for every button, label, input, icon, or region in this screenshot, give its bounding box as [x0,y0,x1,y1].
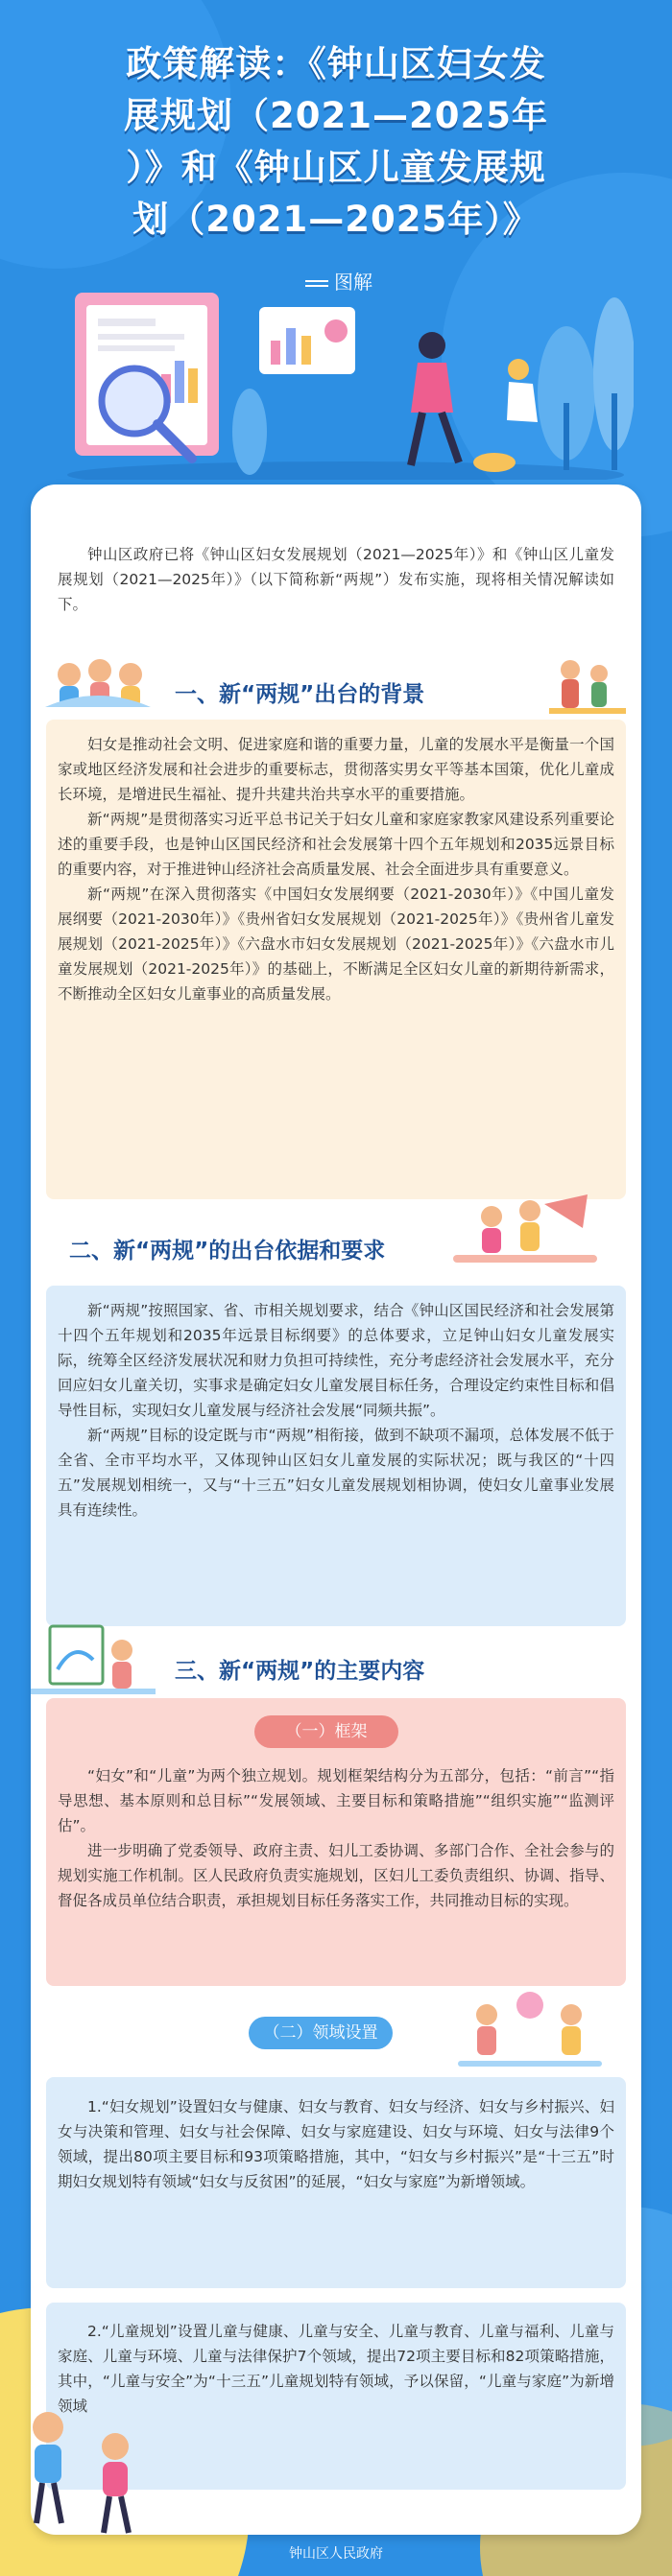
intro-paragraph [58,542,614,617]
women-domain-p: 1.“妇女规划”设置妇女与健康、妇女与教育、妇女与经济、妇女与乡村振兴、妇女与决策和管理、妇女与社会保障、妇女与家庭建设、妇女与环境、妇女与法律9个领域，提出80项主要目标和93项策略措施，其中，“妇女与乡村振兴”是“十三五”时期妇女规划特有领域“妇女与反贫困”的延展，“妇女与家庭”为新增领域。 [58,2098,614,2190]
section3-heading: 三、新“两规”的主要内容 [175,1659,425,1684]
children-domain-p: 2.“儿童规划”设置儿童与健康、儿童与安全、儿童与教育、儿童与福利、儿童与家庭、儿童与环境、儿童与法律保护7个领域，提出72项主要目标和82项策略措施，其中，“儿童与安全”为“十三五”儿童规划特有领域，予以保留，“儿童与家庭”为新增领域 [58,2323,614,2415]
title-line: 划（2021—2025年）》 [132,199,540,240]
section1-heading: 一、新“两规”出台的背景 [175,682,425,707]
section1-p3: 新“两规”在深入贯彻落实《中国妇女发展纲要（2021-2030年）》《中国儿童发展纲要（2021-2030年）》《贵州省妇女发展规划（2021-2025年）》《贵州省儿童发展规划（2021-2025年）》《六盘水市妇女发展规划（2021-2025年）》《六盘水市儿童发展规划（2021-2025年）》的基础上，不断满足全区妇女儿童的新期待新需求，不断推动全区妇女儿童事业的高质量发展。 [58,886,614,1003]
intro-text: 钟山区政府已将《钟山区妇女发展规划（2021—2025年）》和《钟山区儿童发展规划（2021—2025年）》（以下简称新“两规”）发布实施，现将相关情况解读如下。 [58,546,614,613]
content-card [31,484,641,2535]
celebration-illustration [458,1986,602,2072]
page-title [38,38,634,246]
family-illustration [549,652,626,720]
women-domain-text [58,2094,614,2194]
footer-publisher: 钟山区人民政府 [289,2546,383,2562]
section2-p2: 新“两规”目标的设定既与市“两规”相衔接，做到不缺项不漏项，总体发展不低于全省、全市平均水平，又体现钟山区妇女儿童发展的实际状况；既与我区的“十四五”发展规划相统一，又与“十三五”妇女儿童发展规划相协调，使妇女儿童事业发展具有连续性。 [58,1427,614,1519]
section1-p2: 新“两规”是贯彻落实习近平总书记关于妇女儿童和家庭家教家风建设系列重要论述的重要手段，也是钟山区国民经济和社会发展第十四个五年规划和2035远景目标的重要内容，对于推进钟山经济社会高质量发展、社会全面进步具有重要意义。 [58,811,614,878]
title-line: 展规划（2021—2025年 [124,95,548,136]
painting-illustration [31,1621,156,1698]
domain-label: （二）领域设置 [249,2017,393,2049]
framework-p1: “妇女”和“儿童”为两个独立规划。规划框架结构分为五部分，包括：“前言”“指导思想、基本原则和总目标”“发展领域、主要目标和策略措施”“组织实施”“监测评估”。 [58,1767,614,1834]
subtitle-text: 图解 [334,271,372,294]
title-line: 政策解读：《钟山区妇女发 [126,43,546,84]
kids-bottom-illustration [10,2389,163,2542]
section2-heading: 二、新“两规”的出台依据和要求 [69,1239,386,1264]
framework-p2: 进一步明确了党委领导、政府主责、妇儿工委协调、多部门合作、全社会参与的规划实施工作机制。区人民政府负责实施规划，区妇儿工委负责组织、协调、指导、督促各成员单位结合职责，承担规划目标任务落实工作，共同推动目标的实现。 [58,1842,614,1909]
hero-illustration [58,288,634,480]
section1-text [58,732,614,1006]
section1-p1: 妇女是推动社会文明、促进家庭和谐的重要力量，儿童的发展水平是衡量一个国家或地区经济发展和社会进步的重要标志，贯彻落实男女平等基本国策，优化儿童成长环境，是增进民生福祉、提升共建共治共享水平的重要措施。 [58,736,614,803]
subtitle-dash [305,280,328,287]
title-line: ）》和《钟山区儿童发展规 [126,147,546,188]
framework-label: （一）框架 [254,1715,398,1748]
children-illustration [40,646,156,713]
section2-p1: 新“两规”按照国家、省、市相关规划要求，结合《钟山区国民经济和社会发展第十四个五年规划和2035年远景目标纲要》的总体要求，立足钟山妇女儿童发展实际，统筹全区经济发展状况和财力负担可持续性，充分考虑经济社会发展水平，充分回应妇女儿童关切，实事求是确定妇女儿童发展目标任务，合理设定约束性目标和倡导性目标，实现妇女儿童发展与经济社会发展“同频共振”。 [58,1302,614,1419]
kids-playing-illustration [453,1190,597,1266]
section2-text [58,1298,614,1523]
framework-text [58,1763,614,1913]
